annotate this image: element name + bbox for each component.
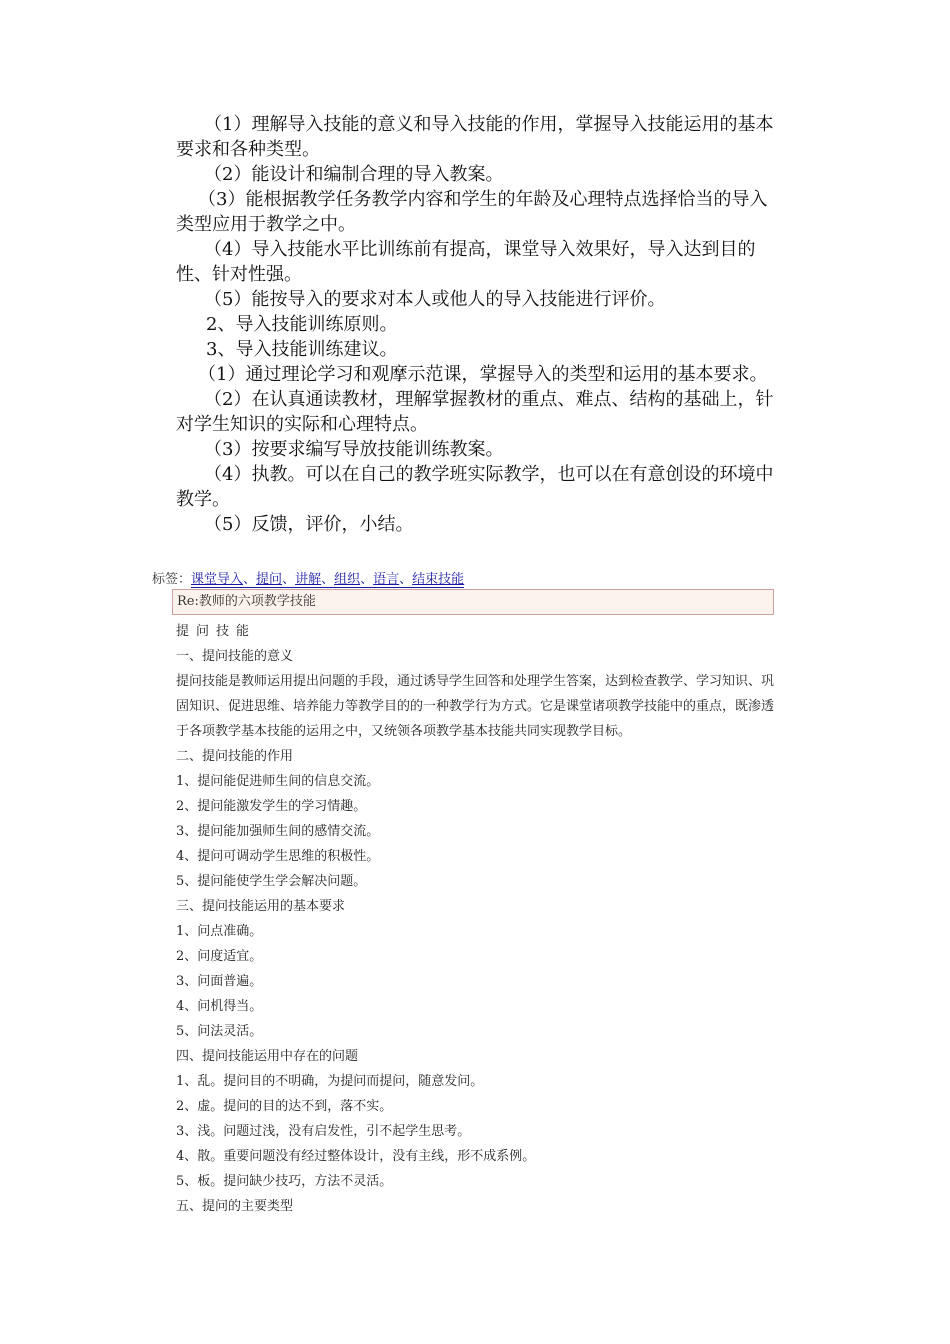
list-item: 1、问点准确。 <box>176 924 263 939</box>
section-heading: 一、提问技能的意义 <box>176 649 294 664</box>
tag-separator: 、 <box>243 572 257 587</box>
tag-separator: 、 <box>321 572 335 587</box>
list-item: 1、乱。提问目的不明确，为提问而提问，随意发问。 <box>176 1074 484 1089</box>
list-item: 2、虚。提问的目的达不到，落不实。 <box>176 1099 393 1114</box>
section-heading: 四、提问技能运用中存在的问题 <box>176 1049 359 1064</box>
paragraph-4: （4）导入技能水平比训练前有提高，课堂导入效果好，导入达到目的性、针对性强。 <box>176 239 756 285</box>
tag-link-5[interactable]: 语言 <box>373 572 400 587</box>
section-title: 提问技能 <box>176 624 257 639</box>
paragraph-7: 3、导入技能训练建议。 <box>206 339 398 360</box>
paragraph-3: （3）能根据教学任务教学内容和学生的年龄及心理特点选择恰当的导入类型应用于教学之中。 <box>176 189 768 235</box>
list-item: 1、提问能促进师生间的信息交流。 <box>176 774 380 789</box>
section-body: 提问技能是教师运用提出问题的手段，通过诱导学生回答和处理学生答案，达到检查教学、学习知识、巩固知识、促进思维、培养能力等教学目的的一种教学行为方式。它是课堂诸项教学技能中的重点，既渗透于各项教学基本技能的运用之中，又统领各项教学基本技能共同实现教学目标。 <box>176 674 775 739</box>
paragraph-11: （4）执教。可以在自己的教学班实际教学，也可以在有意创设的环境中教学。 <box>176 464 774 510</box>
paragraph-12: （5）反馈，评价，小结。 <box>204 514 414 535</box>
list-item: 3、浅。问题过浅，没有启发性，引不起学生思考。 <box>176 1124 471 1139</box>
tag-link-2[interactable]: 提问 <box>256 572 283 587</box>
tags-links <box>191 568 464 588</box>
list-item: 4、问机得当。 <box>176 999 263 1014</box>
tag-link-4[interactable]: 组织 <box>334 572 361 587</box>
section-heading: 三、提问技能运用的基本要求 <box>176 899 346 914</box>
tag-link-1[interactable]: 课堂导入 <box>191 572 244 587</box>
paragraph-2: （2）能设计和编制合理的导入教案。 <box>204 164 504 185</box>
paragraph-8: （1）通过理论学习和观摩示范课，掌握导入的类型和运用的基本要求。 <box>198 364 768 385</box>
section-heading: 五、提问的主要类型 <box>176 1199 294 1214</box>
paragraph-1: （1）理解导入技能的意义和导入技能的作用，掌握导入技能运用的基本要求和各种类型。 <box>176 114 774 160</box>
paragraph-9: （2）在认真通读教材，理解掌握教材的重点、难点、结构的基础上，针对学生知识的实际和心理特点。 <box>176 389 774 435</box>
lower-text-block <box>176 619 776 1219</box>
paragraph-10: （3）按要求编写导放技能训练教案。 <box>204 439 504 460</box>
list-item: 4、提问可调动学生思维的积极性。 <box>176 849 380 864</box>
tag-link-3[interactable]: 讲解 <box>295 572 322 587</box>
list-item: 3、提问能加强师生间的感情交流。 <box>176 824 380 839</box>
list-item: 5、板。提问缺少技巧，方法不灵活。 <box>176 1174 393 1189</box>
tag-link-6[interactable]: 结束技能 <box>412 572 465 587</box>
upper-text-block <box>176 112 776 537</box>
list-item: 5、提问能使学生学会解决问题。 <box>176 874 367 889</box>
tag-separator: 、 <box>282 572 296 587</box>
list-item: 2、提问能激发学生的学习情趣。 <box>176 799 367 814</box>
reply-title-bar: Re:教师的六项教学技能 <box>172 589 774 615</box>
tag-separator: 、 <box>360 572 374 587</box>
tags-row <box>152 568 464 588</box>
tag-separator: 、 <box>399 572 413 587</box>
list-item: 5、问法灵活。 <box>176 1024 263 1039</box>
paragraph-5: （5）能按导入的要求对本人或他人的导入技能进行评价。 <box>204 289 666 310</box>
section-heading: 二、提问技能的作用 <box>176 749 294 764</box>
list-item: 4、散。重要问题没有经过整体设计，没有主线，形不成系例。 <box>176 1149 536 1164</box>
list-item: 3、问面普遍。 <box>176 974 263 989</box>
tags-label: 标签： <box>152 572 192 587</box>
list-item: 2、问度适宜。 <box>176 949 263 964</box>
paragraph-6: 2、导入技能训练原则。 <box>206 314 398 335</box>
